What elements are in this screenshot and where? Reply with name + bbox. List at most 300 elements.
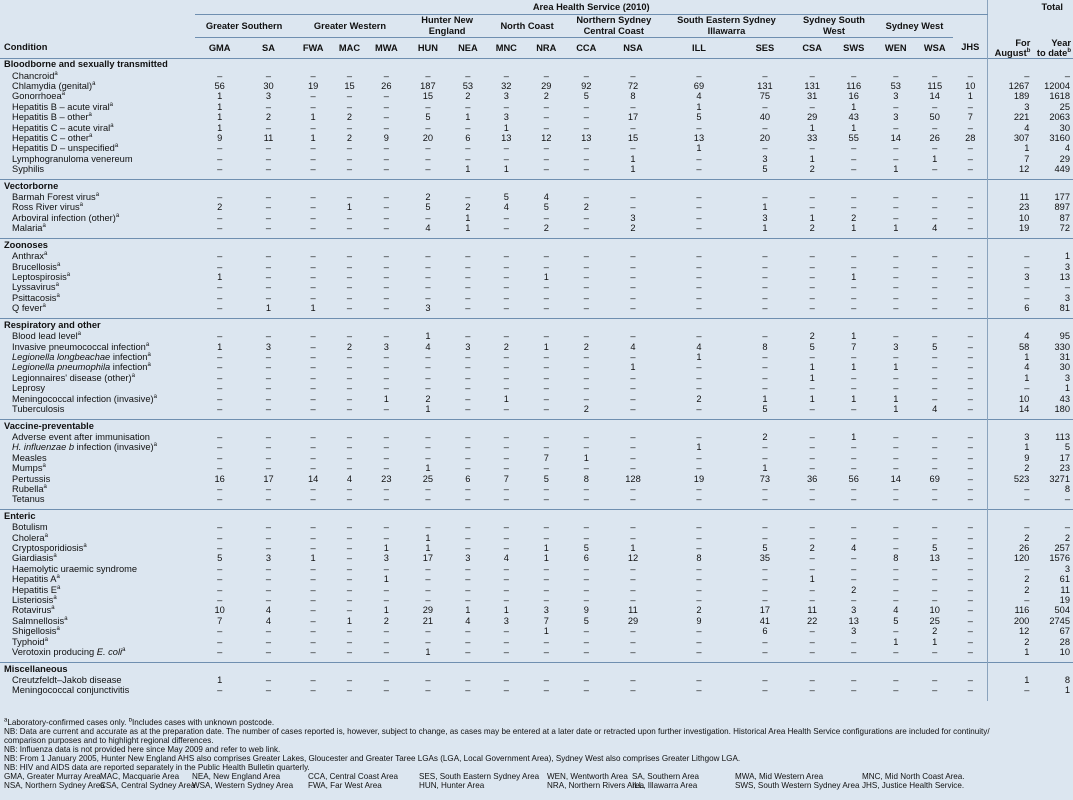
col-header: WEN <box>884 42 907 53</box>
cell-value: – <box>543 362 549 373</box>
cell-value: 10 <box>1059 647 1070 658</box>
cell-value: – <box>310 563 316 574</box>
cell-value: 116 <box>988 605 1033 615</box>
table-row <box>0 123 1073 133</box>
cell-value: 9 <box>583 605 589 616</box>
cell-value: – <box>425 164 431 175</box>
cell-value: – <box>583 101 589 112</box>
condition-label: Lymphogranuloma venereum <box>12 153 133 164</box>
group-sydney-west: Sydney West <box>876 15 954 38</box>
condition-name <box>0 272 195 282</box>
cell-value: – <box>265 532 272 543</box>
cell-value: – <box>893 595 899 606</box>
table-header <box>0 0 1073 58</box>
section-header-row <box>0 239 1073 252</box>
empty-cell <box>567 180 605 193</box>
empty-cell <box>293 510 334 523</box>
cell-value: – <box>967 70 973 81</box>
cell-value: – <box>543 261 549 272</box>
cell-value: 8 <box>762 341 768 352</box>
cell-value: – <box>465 362 471 373</box>
cell-value: – <box>809 452 815 463</box>
condition-label: Cholera <box>12 532 45 543</box>
cell-value: – <box>346 636 353 647</box>
cell-value: 4 <box>988 123 1033 133</box>
empty-cell <box>526 180 568 193</box>
footnote-a-marker: a <box>44 636 48 643</box>
cell-value: 1 <box>809 212 815 223</box>
cell-value: – <box>346 331 353 342</box>
cell-value: – <box>893 292 899 303</box>
cell-value: – <box>762 251 768 262</box>
condition-name <box>0 331 195 341</box>
empty-cell <box>449 239 487 252</box>
cell-value: – <box>503 282 509 293</box>
cell-value: – <box>310 143 316 154</box>
cell-value: 2 <box>988 637 1033 647</box>
empty-cell <box>916 319 953 332</box>
cell-value: 1 <box>383 393 389 404</box>
empty-cell <box>293 663 334 676</box>
cell-value: – <box>967 483 973 494</box>
cell-value: – <box>425 143 431 154</box>
empty-cell <box>916 510 953 523</box>
cell-value: – <box>967 532 973 543</box>
cell-value: – <box>310 272 316 282</box>
cell-value: 2 <box>762 431 768 442</box>
table-row <box>0 272 1073 282</box>
cell-value: 5 <box>762 164 768 175</box>
cell-value: – <box>346 292 353 303</box>
cell-value: 8 <box>696 553 702 564</box>
cell-value: – <box>696 70 702 81</box>
footnote-a-marker: a <box>79 202 84 209</box>
footnote-a-marker: a <box>83 543 87 549</box>
cell-value: – <box>465 192 471 203</box>
cell-value: – <box>762 584 768 595</box>
empty-cell <box>293 239 334 252</box>
cell-value: 4 <box>696 341 702 352</box>
condition-name <box>0 71 195 81</box>
cell-value: 29 <box>627 615 639 626</box>
condition-name <box>0 616 195 626</box>
cell-value: 1 <box>851 122 857 133</box>
august-label: August <box>994 47 1027 58</box>
condition-label: Measles <box>12 452 47 463</box>
empty-cell <box>195 319 244 332</box>
cell-value: 2 <box>465 202 471 213</box>
cell-value: – <box>310 522 316 533</box>
empty-cell <box>449 319 487 332</box>
empty-cell <box>953 663 987 676</box>
empty-cell <box>661 419 738 432</box>
cell-value: 11 <box>628 605 638 616</box>
cell-value: – <box>583 223 589 234</box>
cell-value: – <box>465 452 471 463</box>
empty-cell <box>567 239 605 252</box>
section-title: Respiratory and other <box>0 319 195 332</box>
empty-cell <box>526 419 568 432</box>
cell-value: – <box>583 532 589 543</box>
cell-value: – <box>503 70 509 81</box>
cell-value: – <box>967 351 973 362</box>
cell-value: – <box>265 331 272 342</box>
table-row <box>0 605 1073 615</box>
cell-value: 189 <box>988 91 1033 101</box>
cell-value: – <box>383 212 389 223</box>
cell-value: – <box>583 282 589 293</box>
table-row <box>0 133 1073 143</box>
condition-label: Creutzfeldt–Jakob disease <box>12 675 122 685</box>
cell-value: – <box>583 164 589 175</box>
cell-value: 1 <box>893 164 899 175</box>
cell-value: – <box>696 483 702 494</box>
empty-cell <box>988 239 1033 252</box>
cell-value: – <box>932 532 938 543</box>
cell-value: – <box>583 494 589 505</box>
cell-value: – <box>383 647 389 658</box>
cell-value: – <box>346 675 353 685</box>
condition-label: Leprosy <box>12 383 46 394</box>
cell-value: – <box>583 153 589 164</box>
cell-value: – <box>346 192 353 203</box>
cell-value: 1 <box>425 463 431 474</box>
cell-value: 7 <box>851 341 857 352</box>
cell-value: – <box>762 372 768 383</box>
table-row <box>0 432 1073 442</box>
cell-value: – <box>809 282 815 293</box>
cell-value: – <box>465 403 471 414</box>
cell-value: – <box>809 584 815 595</box>
cell-value: – <box>630 251 636 262</box>
cell-value: – <box>967 675 973 685</box>
condition-name <box>0 533 195 543</box>
cell-value: – <box>383 431 389 442</box>
cell-value: – <box>503 647 509 658</box>
cell-value: 14 <box>929 91 940 102</box>
condition-name <box>0 484 195 494</box>
cell-value: – <box>932 272 938 282</box>
cell-value: 5 <box>762 403 768 414</box>
empty-cell <box>244 180 293 193</box>
cell-value: 9 <box>217 132 223 143</box>
cell-value: – <box>762 383 768 394</box>
cell-value: 1 <box>851 362 857 373</box>
cell-value: – <box>851 647 857 658</box>
cell-value: 3 <box>465 553 471 564</box>
cell-value: – <box>310 584 316 595</box>
cell-value: 13 <box>848 615 859 626</box>
cell-value: 19 <box>988 223 1033 233</box>
cell-value: 12 <box>541 132 552 143</box>
empty-cell <box>526 58 568 71</box>
cell-value: 1 <box>425 331 431 342</box>
cell-value: – <box>265 584 272 595</box>
cell-value: 30 <box>1059 362 1070 373</box>
cell-value: – <box>630 626 636 637</box>
empty-cell <box>876 510 917 523</box>
cell-value: – <box>346 543 353 554</box>
cell-value: – <box>383 70 389 81</box>
cell-value: – <box>503 685 509 696</box>
condition-label: Tetanus <box>12 494 45 505</box>
cell-value: – <box>265 442 272 453</box>
cell-value: 35 <box>759 553 771 564</box>
cell-value: 1 <box>851 101 857 112</box>
cell-value: – <box>630 383 636 394</box>
cell-value: – <box>967 685 973 696</box>
col-header: MNC <box>495 42 517 53</box>
empty-cell <box>333 510 365 523</box>
cell-value: 14 <box>988 404 1033 414</box>
cell-value: 61 <box>1059 574 1070 585</box>
condition-name <box>0 164 195 174</box>
empty-cell <box>526 663 568 676</box>
cell-value: – <box>762 685 768 696</box>
cell-value: – <box>893 563 899 574</box>
cell-value: – <box>346 553 353 564</box>
cell-value: – <box>932 251 938 262</box>
cell-value: – <box>988 71 1033 81</box>
cell-value: 1 <box>583 452 589 463</box>
spacer-cell <box>605 696 660 701</box>
cell-value: 5 <box>809 341 815 352</box>
empty-cell <box>366 510 408 523</box>
cell-value: – <box>425 595 431 606</box>
cell-value: 67 <box>1059 626 1070 637</box>
empty-cell <box>449 58 487 71</box>
condition-label: Verotoxin producing E. coli <box>12 647 123 658</box>
cell-value: 1 <box>543 543 549 554</box>
cell-value: – <box>383 251 389 262</box>
empty-cell <box>333 239 365 252</box>
cell-value: – <box>696 494 702 505</box>
cell-value: – <box>346 251 353 262</box>
spacer-cell <box>244 696 293 701</box>
cell-value: – <box>503 494 509 505</box>
abbreviation: SWS, South Western Sydney Area <box>735 781 860 790</box>
cell-value: 32 <box>501 80 512 91</box>
abbreviation: GMA, Greater Murray Area <box>4 772 101 781</box>
cell-value: – <box>967 223 973 234</box>
footnotes <box>0 717 1073 790</box>
cell-value: – <box>346 442 353 453</box>
empty-cell <box>244 419 293 432</box>
col-header: CCA <box>576 42 597 53</box>
empty-cell <box>1032 663 1073 676</box>
cell-value: – <box>1064 282 1070 293</box>
cell-value: 1 <box>465 605 471 616</box>
cell-value: – <box>762 192 768 203</box>
cell-value: 2 <box>217 202 223 213</box>
cell-value: – <box>630 331 636 342</box>
cell-value: 1 <box>465 112 471 123</box>
cell-value: – <box>310 543 316 554</box>
cell-value: – <box>967 442 973 453</box>
cell-value: – <box>630 574 636 585</box>
cell-value: 3 <box>383 553 389 564</box>
cell-value: – <box>851 292 857 303</box>
cell-value: – <box>932 393 938 404</box>
col-header: NRA <box>536 42 557 53</box>
cell-value: 8 <box>1064 675 1070 685</box>
cell-value: – <box>310 595 316 606</box>
cell-value: – <box>265 153 272 164</box>
cell-value: – <box>583 442 589 453</box>
cell-value: – <box>583 122 589 133</box>
cell-value: 14 <box>890 473 901 484</box>
condition-name <box>0 293 195 303</box>
empty-cell <box>832 319 876 332</box>
table-row <box>0 533 1073 543</box>
cell-value: – <box>809 532 815 543</box>
cell-value: – <box>932 595 938 606</box>
cell-value: – <box>696 164 702 175</box>
cell-value: 72 <box>1059 223 1070 234</box>
footnote-a-marker: a <box>66 272 71 278</box>
cell-value: 36 <box>807 473 818 484</box>
cell-value: – <box>217 483 223 494</box>
cell-value: – <box>383 522 389 533</box>
abbreviation: WEN, Wentworth Area <box>547 772 628 781</box>
cell-value: – <box>893 483 899 494</box>
cell-value: – <box>630 403 636 414</box>
cell-value: – <box>893 452 899 463</box>
cell-value: 1 <box>217 341 223 352</box>
condition-name <box>0 463 195 473</box>
empty-cell <box>661 58 738 71</box>
table-row <box>0 637 1073 647</box>
cell-value: 1 <box>762 223 768 234</box>
cell-value: 50 <box>929 112 940 123</box>
section-header-row <box>0 58 1073 71</box>
cell-value: – <box>967 636 973 647</box>
empty-cell <box>737 58 792 71</box>
cell-value: – <box>346 626 353 637</box>
cell-value: – <box>543 574 549 585</box>
empty-cell <box>661 663 738 676</box>
cell-value: – <box>762 675 768 685</box>
condition-label: Chancroid <box>12 70 55 81</box>
empty-cell <box>916 239 953 252</box>
empty-cell <box>605 510 660 523</box>
cell-value: – <box>265 431 272 442</box>
cell-value: – <box>851 574 857 585</box>
condition-label: Cryptosporidiosis <box>12 543 84 554</box>
table-row <box>0 102 1073 112</box>
cell-value: 1 <box>425 403 431 414</box>
cell-value: – <box>932 563 938 574</box>
cell-value: – <box>217 292 223 303</box>
cell-value: 2 <box>503 341 509 352</box>
cell-value: – <box>310 251 316 262</box>
empty-cell <box>244 58 293 71</box>
cell-value: – <box>696 595 702 606</box>
cell-value: – <box>265 574 272 585</box>
cell-value: – <box>310 403 316 414</box>
cell-value: – <box>809 261 815 272</box>
cell-value: 1 <box>696 442 702 453</box>
cell-value: 17 <box>627 112 639 123</box>
cell-value: – <box>967 522 973 533</box>
empty-cell <box>526 239 568 252</box>
empty-cell <box>916 58 953 71</box>
abbreviation-row <box>4 781 1069 790</box>
cell-value: – <box>630 261 636 272</box>
empty-cell <box>953 239 987 252</box>
empty-cell <box>195 58 244 71</box>
cell-value: – <box>425 153 431 164</box>
cell-value: – <box>425 282 431 293</box>
cell-value: – <box>630 282 636 293</box>
cell-value: 3 <box>265 553 272 564</box>
cell-value: – <box>583 143 589 154</box>
cell-value: – <box>967 143 973 154</box>
empty-cell <box>1032 510 1073 523</box>
cell-value: – <box>425 626 431 637</box>
cell-value: 15 <box>344 80 355 91</box>
cell-value: – <box>465 331 471 342</box>
cell-value: – <box>465 532 471 543</box>
cell-value: – <box>583 112 589 123</box>
condition-name <box>0 626 195 636</box>
cell-value: – <box>503 212 509 223</box>
cell-value: – <box>465 70 471 81</box>
cell-value: – <box>217 282 223 293</box>
cell-value: – <box>967 626 973 637</box>
cell-value: – <box>762 282 768 293</box>
cell-value: – <box>583 303 589 314</box>
abbreviation: SA, Southern Area <box>632 772 700 781</box>
cell-value: 5 <box>543 202 549 213</box>
cell-value: – <box>310 223 316 234</box>
cell-value: 2 <box>988 574 1033 584</box>
cell-value: 53 <box>462 80 474 91</box>
cell-value: – <box>383 112 389 123</box>
cell-value: 6 <box>762 626 768 637</box>
cell-value: 3 <box>503 615 509 626</box>
cell-value: – <box>265 383 272 394</box>
abbreviation: SES, South Eastern Sydney Area <box>419 772 540 781</box>
cell-value: – <box>265 393 272 404</box>
condition-name <box>0 262 195 272</box>
spacer-cell <box>988 696 1033 701</box>
abbreviation: MNC, Mid North Coast Area. <box>862 772 965 781</box>
cell-value: – <box>383 463 389 474</box>
empty-cell <box>876 239 917 252</box>
cell-value: – <box>543 431 549 442</box>
cell-value: – <box>217 351 223 362</box>
col-header: FWA <box>302 42 324 53</box>
cell-value: – <box>809 463 815 474</box>
cell-value: – <box>543 143 549 154</box>
cell-value: 29 <box>541 80 552 91</box>
cell-value: 2 <box>696 393 702 404</box>
cell-value: – <box>809 675 815 685</box>
cell-value: – <box>893 431 899 442</box>
cell-value: – <box>893 543 899 554</box>
cell-value: – <box>346 431 353 442</box>
cell-value: – <box>217 261 223 272</box>
group-greater-southern: Greater Southern <box>195 15 293 38</box>
cell-value: 23 <box>381 473 392 484</box>
empty-cell <box>737 319 792 332</box>
cell-value: – <box>310 101 316 112</box>
cell-value: 30 <box>263 80 274 91</box>
cell-value: – <box>383 675 389 685</box>
footnote-a-marker: a <box>110 122 114 129</box>
condition-name <box>0 404 195 414</box>
